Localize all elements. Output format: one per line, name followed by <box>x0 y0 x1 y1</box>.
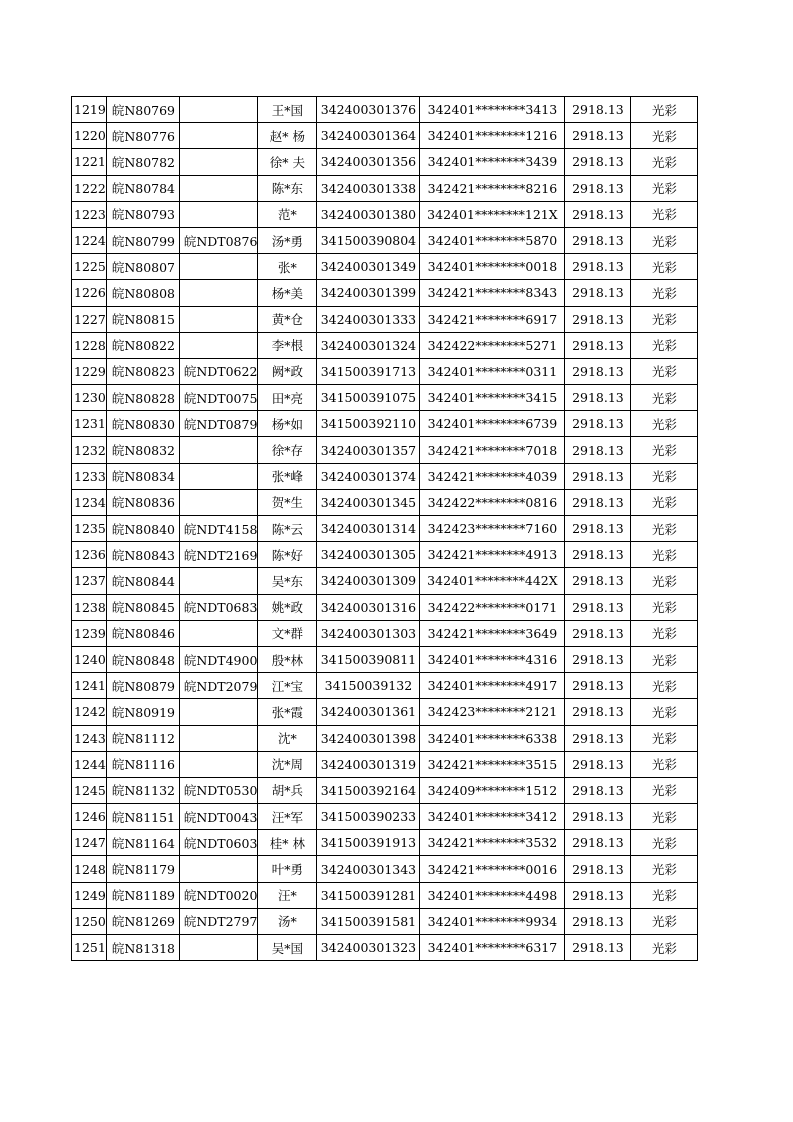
plate-cell: 皖N81132 <box>106 777 179 803</box>
id-number-cell: 342401********3413 <box>420 97 565 123</box>
plate-cell: 皖N80845 <box>106 594 179 620</box>
account-cell: 341500392110 <box>317 411 420 437</box>
company-cell: 光彩 <box>631 751 698 777</box>
amount-cell: 2918.13 <box>565 149 631 175</box>
plate-cell: 皖N80822 <box>106 332 179 358</box>
id-number-cell: 342401********0018 <box>420 254 565 280</box>
account-cell: 341500391713 <box>317 358 420 384</box>
amount-cell: 2918.13 <box>565 856 631 882</box>
company-cell: 光彩 <box>631 489 698 515</box>
alt-plate-cell: 皖NDT0876 <box>179 227 258 253</box>
account-cell: 342400301316 <box>317 594 420 620</box>
amount-cell: 2918.13 <box>565 463 631 489</box>
account-cell: 342400301399 <box>317 280 420 306</box>
name-cell: 阙*政 <box>258 358 317 384</box>
name-cell: 陈*东 <box>258 175 317 201</box>
name-cell: 吴*国 <box>258 935 317 961</box>
company-cell: 光彩 <box>631 411 698 437</box>
company-cell: 光彩 <box>631 463 698 489</box>
account-cell: 342400301356 <box>317 149 420 175</box>
alt-plate-cell <box>179 751 258 777</box>
alt-plate-cell: 皖NDT0020 <box>179 882 258 908</box>
plate-cell: 皖N81116 <box>106 751 179 777</box>
amount-cell: 2918.13 <box>565 673 631 699</box>
name-cell: 汪* <box>258 882 317 908</box>
id-number-cell: 342401********6739 <box>420 411 565 437</box>
plate-cell: 皖N80807 <box>106 254 179 280</box>
account-cell: 341500391281 <box>317 882 420 908</box>
alt-plate-cell: 皖NDT4158 <box>179 516 258 542</box>
name-cell: 文*群 <box>258 620 317 646</box>
account-cell: 342400301323 <box>317 935 420 961</box>
table-row <box>72 358 698 384</box>
alt-plate-cell: 皖NDT2169 <box>179 542 258 568</box>
company-cell: 光彩 <box>631 804 698 830</box>
name-cell: 汤* <box>258 908 317 934</box>
alt-plate-cell: 皖NDT0530 <box>179 777 258 803</box>
plate-cell: 皖N80793 <box>106 201 179 227</box>
account-cell: 342400301364 <box>317 123 420 149</box>
account-cell: 342400301324 <box>317 332 420 358</box>
row-number-cell: 1223 <box>72 201 107 227</box>
amount-cell: 2918.13 <box>565 358 631 384</box>
name-cell: 徐* 夫 <box>258 149 317 175</box>
account-cell: 342400301343 <box>317 856 420 882</box>
plate-cell: 皖N81179 <box>106 856 179 882</box>
plate-cell: 皖N80808 <box>106 280 179 306</box>
amount-cell: 2918.13 <box>565 411 631 437</box>
account-cell: 342400301349 <box>317 254 420 280</box>
company-cell: 光彩 <box>631 542 698 568</box>
amount-cell: 2918.13 <box>565 935 631 961</box>
table-row <box>72 777 698 803</box>
company-cell: 光彩 <box>631 856 698 882</box>
account-cell: 341500391075 <box>317 385 420 411</box>
alt-plate-cell <box>179 97 258 123</box>
row-number-cell: 1220 <box>72 123 107 149</box>
row-number-cell: 1247 <box>72 830 107 856</box>
alt-plate-cell <box>179 149 258 175</box>
amount-cell: 2918.13 <box>565 385 631 411</box>
name-cell: 贺*生 <box>258 489 317 515</box>
row-number-cell: 1248 <box>72 856 107 882</box>
row-number-cell: 1250 <box>72 908 107 934</box>
id-number-cell: 342421********4039 <box>420 463 565 489</box>
alt-plate-cell <box>179 332 258 358</box>
table-row <box>72 149 698 175</box>
amount-cell: 2918.13 <box>565 646 631 672</box>
account-cell: 342400301357 <box>317 437 420 463</box>
name-cell: 汪*军 <box>258 804 317 830</box>
alt-plate-cell <box>179 306 258 332</box>
name-cell: 陈*好 <box>258 542 317 568</box>
table-row <box>72 699 698 725</box>
company-cell: 光彩 <box>631 725 698 751</box>
plate-cell: 皖N80784 <box>106 175 179 201</box>
id-number-cell: 342421********3649 <box>420 620 565 646</box>
row-number-cell: 1221 <box>72 149 107 175</box>
company-cell: 光彩 <box>631 306 698 332</box>
alt-plate-cell: 皖NDT0683 <box>179 594 258 620</box>
company-cell: 光彩 <box>631 437 698 463</box>
company-cell: 光彩 <box>631 882 698 908</box>
name-cell: 汤*勇 <box>258 227 317 253</box>
alt-plate-cell: 皖NDT0622 <box>179 358 258 384</box>
name-cell: 沈* <box>258 725 317 751</box>
account-cell: 342400301376 <box>317 97 420 123</box>
company-cell: 光彩 <box>631 227 698 253</box>
alt-plate-cell <box>179 620 258 646</box>
name-cell: 杨*美 <box>258 280 317 306</box>
id-number-cell: 342401********3415 <box>420 385 565 411</box>
id-number-cell: 342423********7160 <box>420 516 565 542</box>
amount-cell: 2918.13 <box>565 830 631 856</box>
alt-plate-cell <box>179 280 258 306</box>
table-row <box>72 856 698 882</box>
name-cell: 江*宝 <box>258 673 317 699</box>
id-number-cell: 342401********9934 <box>420 908 565 934</box>
row-number-cell: 1240 <box>72 646 107 672</box>
amount-cell: 2918.13 <box>565 437 631 463</box>
name-cell: 徐*存 <box>258 437 317 463</box>
plate-cell: 皖N80846 <box>106 620 179 646</box>
plate-cell: 皖N81269 <box>106 908 179 934</box>
row-number-cell: 1243 <box>72 725 107 751</box>
account-cell: 34150039132 <box>317 673 420 699</box>
id-number-cell: 342421********7018 <box>420 437 565 463</box>
table-row <box>72 935 698 961</box>
amount-cell: 2918.13 <box>565 908 631 934</box>
account-cell: 341500391913 <box>317 830 420 856</box>
id-number-cell: 342422********0816 <box>420 489 565 515</box>
data-table <box>71 96 698 961</box>
alt-plate-cell: 皖NDT0603 <box>179 830 258 856</box>
id-number-cell: 342421********4913 <box>420 542 565 568</box>
id-number-cell: 342422********5271 <box>420 332 565 358</box>
table-row <box>72 725 698 751</box>
table-row <box>72 463 698 489</box>
company-cell: 光彩 <box>631 254 698 280</box>
alt-plate-cell: 皖NDT2079 <box>179 673 258 699</box>
alt-plate-cell <box>179 725 258 751</box>
plate-cell: 皖N80843 <box>106 542 179 568</box>
table-row <box>72 306 698 332</box>
name-cell: 张* <box>258 254 317 280</box>
company-cell: 光彩 <box>631 123 698 149</box>
amount-cell: 2918.13 <box>565 594 631 620</box>
company-cell: 光彩 <box>631 332 698 358</box>
plate-cell: 皖N80828 <box>106 385 179 411</box>
row-number-cell: 1236 <box>72 542 107 568</box>
company-cell: 光彩 <box>631 699 698 725</box>
alt-plate-cell <box>179 201 258 227</box>
account-cell: 342400301398 <box>317 725 420 751</box>
name-cell: 叶*勇 <box>258 856 317 882</box>
account-cell: 342400301333 <box>317 306 420 332</box>
id-number-cell: 342401********0311 <box>420 358 565 384</box>
row-number-cell: 1222 <box>72 175 107 201</box>
plate-cell: 皖N81151 <box>106 804 179 830</box>
alt-plate-cell: 皖NDT2797 <box>179 908 258 934</box>
id-number-cell: 342421********6917 <box>420 306 565 332</box>
account-cell: 342400301361 <box>317 699 420 725</box>
name-cell: 张*霞 <box>258 699 317 725</box>
company-cell: 光彩 <box>631 935 698 961</box>
account-cell: 341500390811 <box>317 646 420 672</box>
plate-cell: 皖N80834 <box>106 463 179 489</box>
company-cell: 光彩 <box>631 673 698 699</box>
amount-cell: 2918.13 <box>565 306 631 332</box>
plate-cell: 皖N81112 <box>106 725 179 751</box>
account-cell: 341500390233 <box>317 804 420 830</box>
id-number-cell: 342423********2121 <box>420 699 565 725</box>
amount-cell: 2918.13 <box>565 332 631 358</box>
name-cell: 陈*云 <box>258 516 317 542</box>
row-number-cell: 1242 <box>72 699 107 725</box>
table-row <box>72 830 698 856</box>
name-cell: 田*亮 <box>258 385 317 411</box>
account-cell: 341500391581 <box>317 908 420 934</box>
row-number-cell: 1235 <box>72 516 107 542</box>
plate-cell: 皖N80919 <box>106 699 179 725</box>
account-cell: 342400301338 <box>317 175 420 201</box>
row-number-cell: 1238 <box>72 594 107 620</box>
company-cell: 光彩 <box>631 201 698 227</box>
amount-cell: 2918.13 <box>565 201 631 227</box>
name-cell: 范* <box>258 201 317 227</box>
account-cell: 342400301345 <box>317 489 420 515</box>
table-row <box>72 516 698 542</box>
table-row <box>72 804 698 830</box>
name-cell: 李*根 <box>258 332 317 358</box>
company-cell: 光彩 <box>631 385 698 411</box>
alt-plate-cell: 皖NDT0043 <box>179 804 258 830</box>
amount-cell: 2918.13 <box>565 175 631 201</box>
company-cell: 光彩 <box>631 149 698 175</box>
id-number-cell: 342401********6338 <box>420 725 565 751</box>
alt-plate-cell <box>179 437 258 463</box>
row-number-cell: 1245 <box>72 777 107 803</box>
amount-cell: 2918.13 <box>565 620 631 646</box>
id-number-cell: 342401********3439 <box>420 149 565 175</box>
plate-cell: 皖N80815 <box>106 306 179 332</box>
plate-cell: 皖N80830 <box>106 411 179 437</box>
row-number-cell: 1229 <box>72 358 107 384</box>
row-number-cell: 1237 <box>72 568 107 594</box>
company-cell: 光彩 <box>631 908 698 934</box>
id-number-cell: 342401********4498 <box>420 882 565 908</box>
amount-cell: 2918.13 <box>565 280 631 306</box>
company-cell: 光彩 <box>631 620 698 646</box>
id-number-cell: 342421********8343 <box>420 280 565 306</box>
account-cell: 342400301380 <box>317 201 420 227</box>
alt-plate-cell <box>179 935 258 961</box>
row-number-cell: 1233 <box>72 463 107 489</box>
table-row <box>72 882 698 908</box>
plate-cell: 皖N80879 <box>106 673 179 699</box>
table-row <box>72 620 698 646</box>
plate-cell: 皖N80840 <box>106 516 179 542</box>
id-number-cell: 342401********5870 <box>420 227 565 253</box>
id-number-cell: 342421********3515 <box>420 751 565 777</box>
company-cell: 光彩 <box>631 568 698 594</box>
company-cell: 光彩 <box>631 358 698 384</box>
company-cell: 光彩 <box>631 280 698 306</box>
account-cell: 342400301303 <box>317 620 420 646</box>
amount-cell: 2918.13 <box>565 699 631 725</box>
plate-cell: 皖N81189 <box>106 882 179 908</box>
plate-cell: 皖N80844 <box>106 568 179 594</box>
row-number-cell: 1228 <box>72 332 107 358</box>
alt-plate-cell <box>179 699 258 725</box>
name-cell: 张*峰 <box>258 463 317 489</box>
id-number-cell: 342409********1512 <box>420 777 565 803</box>
id-number-cell: 342401********442X <box>420 568 565 594</box>
company-cell: 光彩 <box>631 97 698 123</box>
row-number-cell: 1244 <box>72 751 107 777</box>
row-number-cell: 1230 <box>72 385 107 411</box>
row-number-cell: 1225 <box>72 254 107 280</box>
name-cell: 姚*政 <box>258 594 317 620</box>
table-row <box>72 385 698 411</box>
row-number-cell: 1231 <box>72 411 107 437</box>
row-number-cell: 1234 <box>72 489 107 515</box>
plate-cell: 皖N80769 <box>106 97 179 123</box>
plate-cell: 皖N80832 <box>106 437 179 463</box>
alt-plate-cell <box>179 568 258 594</box>
table-row <box>72 201 698 227</box>
name-cell: 桂* 林 <box>258 830 317 856</box>
alt-plate-cell <box>179 175 258 201</box>
table-row <box>72 646 698 672</box>
amount-cell: 2918.13 <box>565 542 631 568</box>
table-row <box>72 332 698 358</box>
plate-cell: 皖N81164 <box>106 830 179 856</box>
company-cell: 光彩 <box>631 830 698 856</box>
alt-plate-cell <box>179 856 258 882</box>
company-cell: 光彩 <box>631 646 698 672</box>
row-number-cell: 1232 <box>72 437 107 463</box>
id-number-cell: 342422********0171 <box>420 594 565 620</box>
name-cell: 沈*周 <box>258 751 317 777</box>
alt-plate-cell: 皖NDT0075 <box>179 385 258 411</box>
table-row <box>72 437 698 463</box>
id-number-cell: 342401********4917 <box>420 673 565 699</box>
id-number-cell: 342401********121X <box>420 201 565 227</box>
name-cell: 胡*兵 <box>258 777 317 803</box>
alt-plate-cell: 皖NDT0879 <box>179 411 258 437</box>
company-cell: 光彩 <box>631 777 698 803</box>
amount-cell: 2918.13 <box>565 751 631 777</box>
account-cell: 342400301374 <box>317 463 420 489</box>
id-number-cell: 342401********4316 <box>420 646 565 672</box>
amount-cell: 2918.13 <box>565 254 631 280</box>
amount-cell: 2918.13 <box>565 516 631 542</box>
table-row <box>72 542 698 568</box>
id-number-cell: 342401********6317 <box>420 935 565 961</box>
table-row <box>72 594 698 620</box>
row-number-cell: 1224 <box>72 227 107 253</box>
account-cell: 342400301319 <box>317 751 420 777</box>
row-number-cell: 1246 <box>72 804 107 830</box>
table-row <box>72 411 698 437</box>
amount-cell: 2918.13 <box>565 777 631 803</box>
id-number-cell: 342401********1216 <box>420 123 565 149</box>
alt-plate-cell: 皖NDT4900 <box>179 646 258 672</box>
amount-cell: 2918.13 <box>565 489 631 515</box>
amount-cell: 2918.13 <box>565 227 631 253</box>
table-row <box>72 908 698 934</box>
plate-cell: 皖N80848 <box>106 646 179 672</box>
table-row <box>72 751 698 777</box>
id-number-cell: 342421********0016 <box>420 856 565 882</box>
table-row <box>72 280 698 306</box>
table-row <box>72 673 698 699</box>
amount-cell: 2918.13 <box>565 804 631 830</box>
plate-cell: 皖N80836 <box>106 489 179 515</box>
table-row <box>72 175 698 201</box>
alt-plate-cell <box>179 123 258 149</box>
plate-cell: 皖N80799 <box>106 227 179 253</box>
alt-plate-cell <box>179 489 258 515</box>
table-row <box>72 254 698 280</box>
table-row <box>72 97 698 123</box>
row-number-cell: 1219 <box>72 97 107 123</box>
row-number-cell: 1239 <box>72 620 107 646</box>
table-row <box>72 123 698 149</box>
amount-cell: 2918.13 <box>565 568 631 594</box>
amount-cell: 2918.13 <box>565 882 631 908</box>
account-cell: 342400301314 <box>317 516 420 542</box>
account-cell: 342400301305 <box>317 542 420 568</box>
name-cell: 吴*东 <box>258 568 317 594</box>
plate-cell: 皖N80776 <box>106 123 179 149</box>
name-cell: 赵* 杨 <box>258 123 317 149</box>
row-number-cell: 1249 <box>72 882 107 908</box>
plate-cell: 皖N80782 <box>106 149 179 175</box>
row-number-cell: 1251 <box>72 935 107 961</box>
name-cell: 杨*如 <box>258 411 317 437</box>
name-cell: 黄*仓 <box>258 306 317 332</box>
company-cell: 光彩 <box>631 175 698 201</box>
company-cell: 光彩 <box>631 594 698 620</box>
account-cell: 341500390804 <box>317 227 420 253</box>
id-number-cell: 342421********3532 <box>420 830 565 856</box>
plate-cell: 皖N81318 <box>106 935 179 961</box>
table-row <box>72 568 698 594</box>
account-cell: 341500392164 <box>317 777 420 803</box>
row-number-cell: 1227 <box>72 306 107 332</box>
table-body <box>72 97 698 961</box>
name-cell: 殷*林 <box>258 646 317 672</box>
amount-cell: 2918.13 <box>565 725 631 751</box>
alt-plate-cell <box>179 463 258 489</box>
amount-cell: 2918.13 <box>565 123 631 149</box>
name-cell: 王*国 <box>258 97 317 123</box>
account-cell: 342400301309 <box>317 568 420 594</box>
id-number-cell: 342421********8216 <box>420 175 565 201</box>
amount-cell: 2918.13 <box>565 97 631 123</box>
plate-cell: 皖N80823 <box>106 358 179 384</box>
alt-plate-cell <box>179 254 258 280</box>
company-cell: 光彩 <box>631 516 698 542</box>
id-number-cell: 342401********3412 <box>420 804 565 830</box>
table-row <box>72 227 698 253</box>
row-number-cell: 1241 <box>72 673 107 699</box>
table-row <box>72 489 698 515</box>
row-number-cell: 1226 <box>72 280 107 306</box>
